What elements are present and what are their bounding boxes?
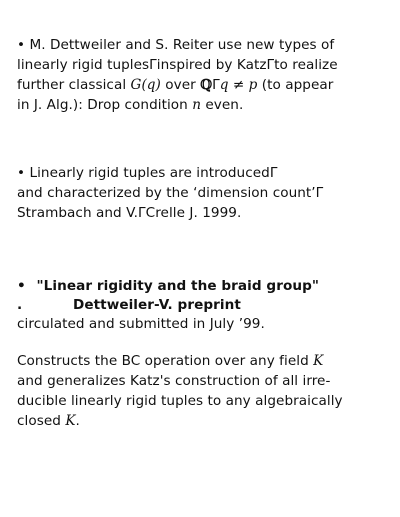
text: ducible linearly rigid tuples to any algebraically: [17, 393, 343, 409]
math-k: K: [313, 353, 324, 369]
text: and characterized by the ‘dimension count’Γ: [17, 185, 324, 201]
block4-line-4: [17, 411, 392, 431]
block1-line-4: [17, 95, 392, 115]
preprint-title: "Linear rigidity and the braid group": [36, 278, 319, 294]
block3-line-2: [17, 295, 392, 315]
math-rationals: ℚ: [200, 77, 213, 93]
text: (to appear: [257, 77, 334, 93]
block3-line-1: [17, 276, 392, 296]
preprint-authors: Dettweiler-V. preprint: [73, 297, 241, 313]
math-g-of-q: G(q): [130, 77, 161, 93]
text: linearly rigid tuplesΓinspired by KatzΓto realize: [17, 57, 338, 73]
block1-line-1: [17, 35, 392, 55]
block4-line-2: [17, 371, 392, 391]
text: Constructs the BC operation over any field: [17, 353, 314, 369]
text: Linearly rigid tuples are introducedΓ: [29, 165, 278, 181]
text: closed: [17, 413, 66, 429]
text: circulated and submitted in July ’99.: [17, 316, 265, 332]
bullet: •: [17, 278, 26, 294]
text: over: [160, 77, 201, 93]
text: M. Dettweiler and S. Reiter use new types of: [29, 37, 335, 53]
text: in J. Alg.): Drop condition: [17, 97, 193, 113]
block2-line-1: [17, 163, 392, 183]
bullet: •: [17, 165, 26, 181]
block4-line-3: [17, 391, 392, 411]
text: Γ: [212, 77, 220, 93]
dot: .: [17, 297, 23, 313]
block2-line-3: [17, 203, 392, 223]
math-q-neq-p: q ≠ p: [219, 77, 258, 93]
text: further classical: [17, 77, 131, 93]
text: Strambach and V.ΓCrelle J. 1999.: [17, 205, 242, 221]
bullet: •: [17, 37, 26, 53]
block3-line-3: [17, 314, 392, 334]
block1-line-2: [17, 55, 392, 75]
math-n: n: [192, 97, 202, 113]
block4-line-1: [17, 351, 392, 371]
text: and generalizes Katz's construction of all irre-: [17, 373, 331, 389]
text: .: [75, 413, 80, 429]
block1-line-3: [17, 75, 392, 95]
block2-line-2: [17, 183, 392, 203]
math-k: K: [65, 413, 76, 429]
text: even.: [201, 97, 244, 113]
